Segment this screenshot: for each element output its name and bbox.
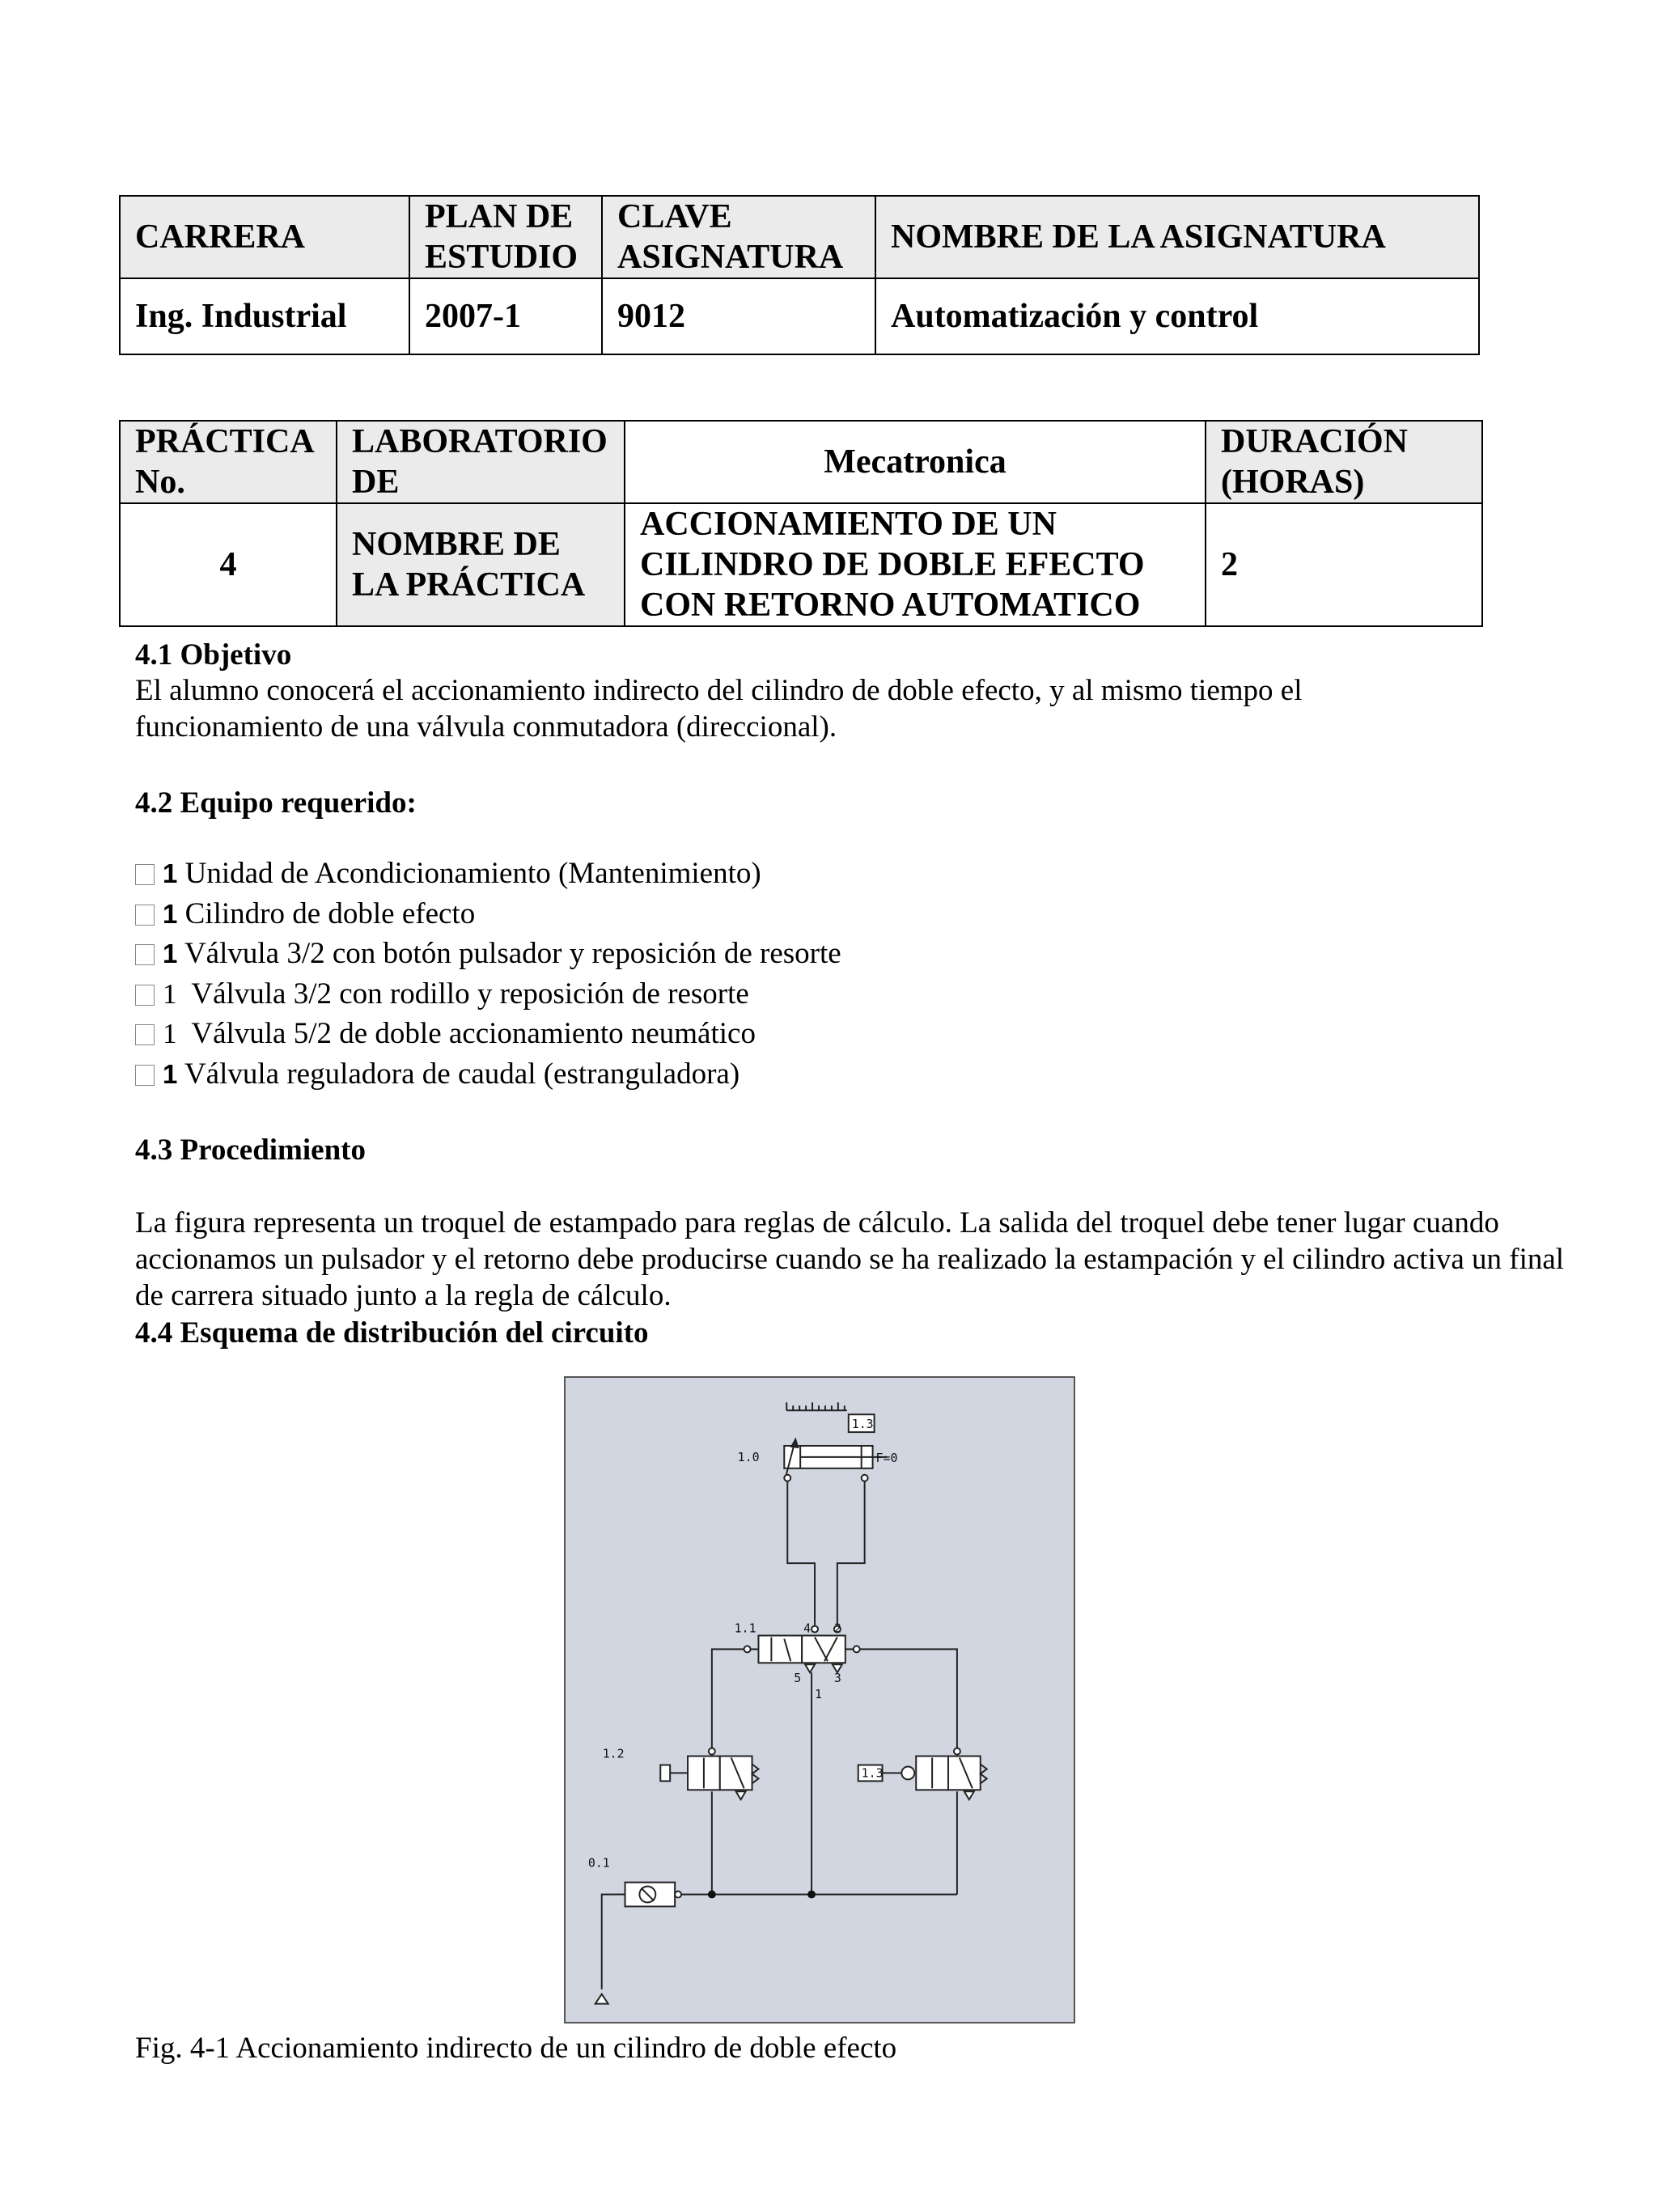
item-text: Válvula 3/2 con rodillo y reposición de resorte — [191, 977, 749, 1011]
item-text: Unidad de Acondicionamiento (Mantenimiento) — [184, 857, 761, 890]
header-clave-asignatura: CLAVE ASIGNATURA — [602, 196, 875, 278]
item-text: Válvula 5/2 de doble accionamiento neumático — [191, 1017, 756, 1050]
esquema-heading: 4.4 Esquema de distribución del circuito — [135, 1316, 649, 1350]
header-carrera: CARRERA — [120, 196, 409, 278]
label-valve-left: 1.2 — [602, 1746, 625, 1761]
nombre-practica-value: ACCIONAMIENTO DE UN CILINDRO DE DOBLE EFECTO CON RETORNO AUTOMATICO — [625, 503, 1206, 626]
checkbox-glyph-icon — [135, 985, 155, 1006]
procedimiento-heading: 4.3 Procedimiento — [135, 1134, 366, 1167]
item-text: Válvula reguladora de caudal (estranguladora) — [184, 1057, 740, 1091]
procedimiento-text: La figura representa un troquel de estampado para reglas de cálculo. La salida del troquel debe tener lugar cuando accionamos un pulsador y el retorno debe producirse cuando se ha realizado la estampación y el cilindro activa un final de carrera situado junto a la regla de cálculo. — [135, 1206, 1565, 1312]
practice-info-table — [119, 420, 1483, 627]
label-port-3: 3 — [833, 1671, 841, 1686]
label-supply: 0.1 — [587, 1855, 610, 1871]
practica-label: PRÁCTICA No. — [120, 421, 337, 503]
checkbox-glyph-icon — [135, 944, 155, 965]
item-qty: 1 — [163, 858, 178, 888]
label-valve-right-tag: 1.3 — [861, 1765, 884, 1781]
checkbox-glyph-icon — [135, 1065, 155, 1086]
valve-5-2-icon — [749, 1636, 855, 1663]
value-clave: 9012 — [602, 278, 875, 354]
pressure-source-icon — [595, 1994, 608, 2004]
value-plan-estudio: 2007-1 — [409, 278, 602, 354]
item-qty: 1 — [163, 899, 178, 929]
label-valve-main: 1.1 — [734, 1621, 756, 1636]
equipo-heading: 4.2 Equipo requerido: — [135, 786, 417, 820]
pneumatic-circuit-svg — [566, 1378, 1074, 2022]
checkbox-glyph-icon — [135, 1024, 155, 1045]
list-item — [135, 1015, 756, 1052]
laboratorio-value: Mecatronica — [625, 421, 1206, 503]
circuit-diagram — [564, 1376, 1075, 2023]
duracion-label: DURACIÓN (HORAS) — [1206, 421, 1482, 503]
label-port-5: 5 — [794, 1671, 802, 1686]
list-item — [135, 935, 841, 972]
practica-value: 4 — [120, 503, 337, 626]
course-info-table — [119, 195, 1480, 355]
item-text: Válvula 3/2 con botón pulsador y reposición de resorte — [184, 937, 841, 970]
label-port-4: 4 — [803, 1621, 812, 1636]
duracion-value: 2 — [1206, 503, 1482, 626]
pushbutton-valve-3-2-icon — [660, 1756, 758, 1790]
list-item — [135, 976, 749, 1012]
laboratorio-label: LABORATORIO DE — [337, 421, 625, 503]
label-1-3-top: 1.3 — [851, 1417, 874, 1432]
objetivo-text: El alumno conocerá el accionamiento indirecto del cilindro de doble efecto, y al mismo tiempo el funcionamiento de una válvula conmutadora (direccional). — [135, 674, 1303, 744]
item-qty: 1 — [163, 978, 177, 1010]
list-item — [135, 1056, 740, 1092]
header-nombre-asignatura: NOMBRE DE LA ASIGNATURA — [875, 196, 1479, 278]
list-item — [135, 896, 475, 932]
service-unit-icon — [614, 1883, 676, 1907]
checkbox-glyph-icon — [135, 864, 155, 885]
nombre-practica-label: NOMBRE DE LA PRÁCTICA — [337, 503, 625, 626]
item-qty: 1 — [163, 939, 178, 968]
value-carrera: Ing. Industrial — [120, 278, 409, 354]
objetivo-heading: 4.1 Objetivo — [135, 638, 292, 672]
figure-caption: Fig. 4-1 Accionamiento indirecto de un cilindro de doble efecto — [135, 2032, 897, 2065]
value-nombre-asignatura: Automatización y control — [875, 278, 1479, 354]
checkbox-glyph-icon — [135, 905, 155, 926]
label-port-2: 2 — [833, 1621, 841, 1636]
item-text: Cilindro de doble efecto — [184, 897, 476, 930]
label-port-1: 1 — [815, 1687, 823, 1702]
label-force: F=0 — [875, 1450, 898, 1465]
header-plan-estudio: PLAN DE ESTUDIO — [409, 196, 602, 278]
list-item — [135, 855, 761, 892]
item-qty: 1 — [163, 1018, 177, 1049]
item-qty: 1 — [163, 1059, 178, 1089]
label-cylinder: 1.0 — [737, 1449, 760, 1464]
double-acting-cylinder-icon — [784, 1439, 887, 1477]
